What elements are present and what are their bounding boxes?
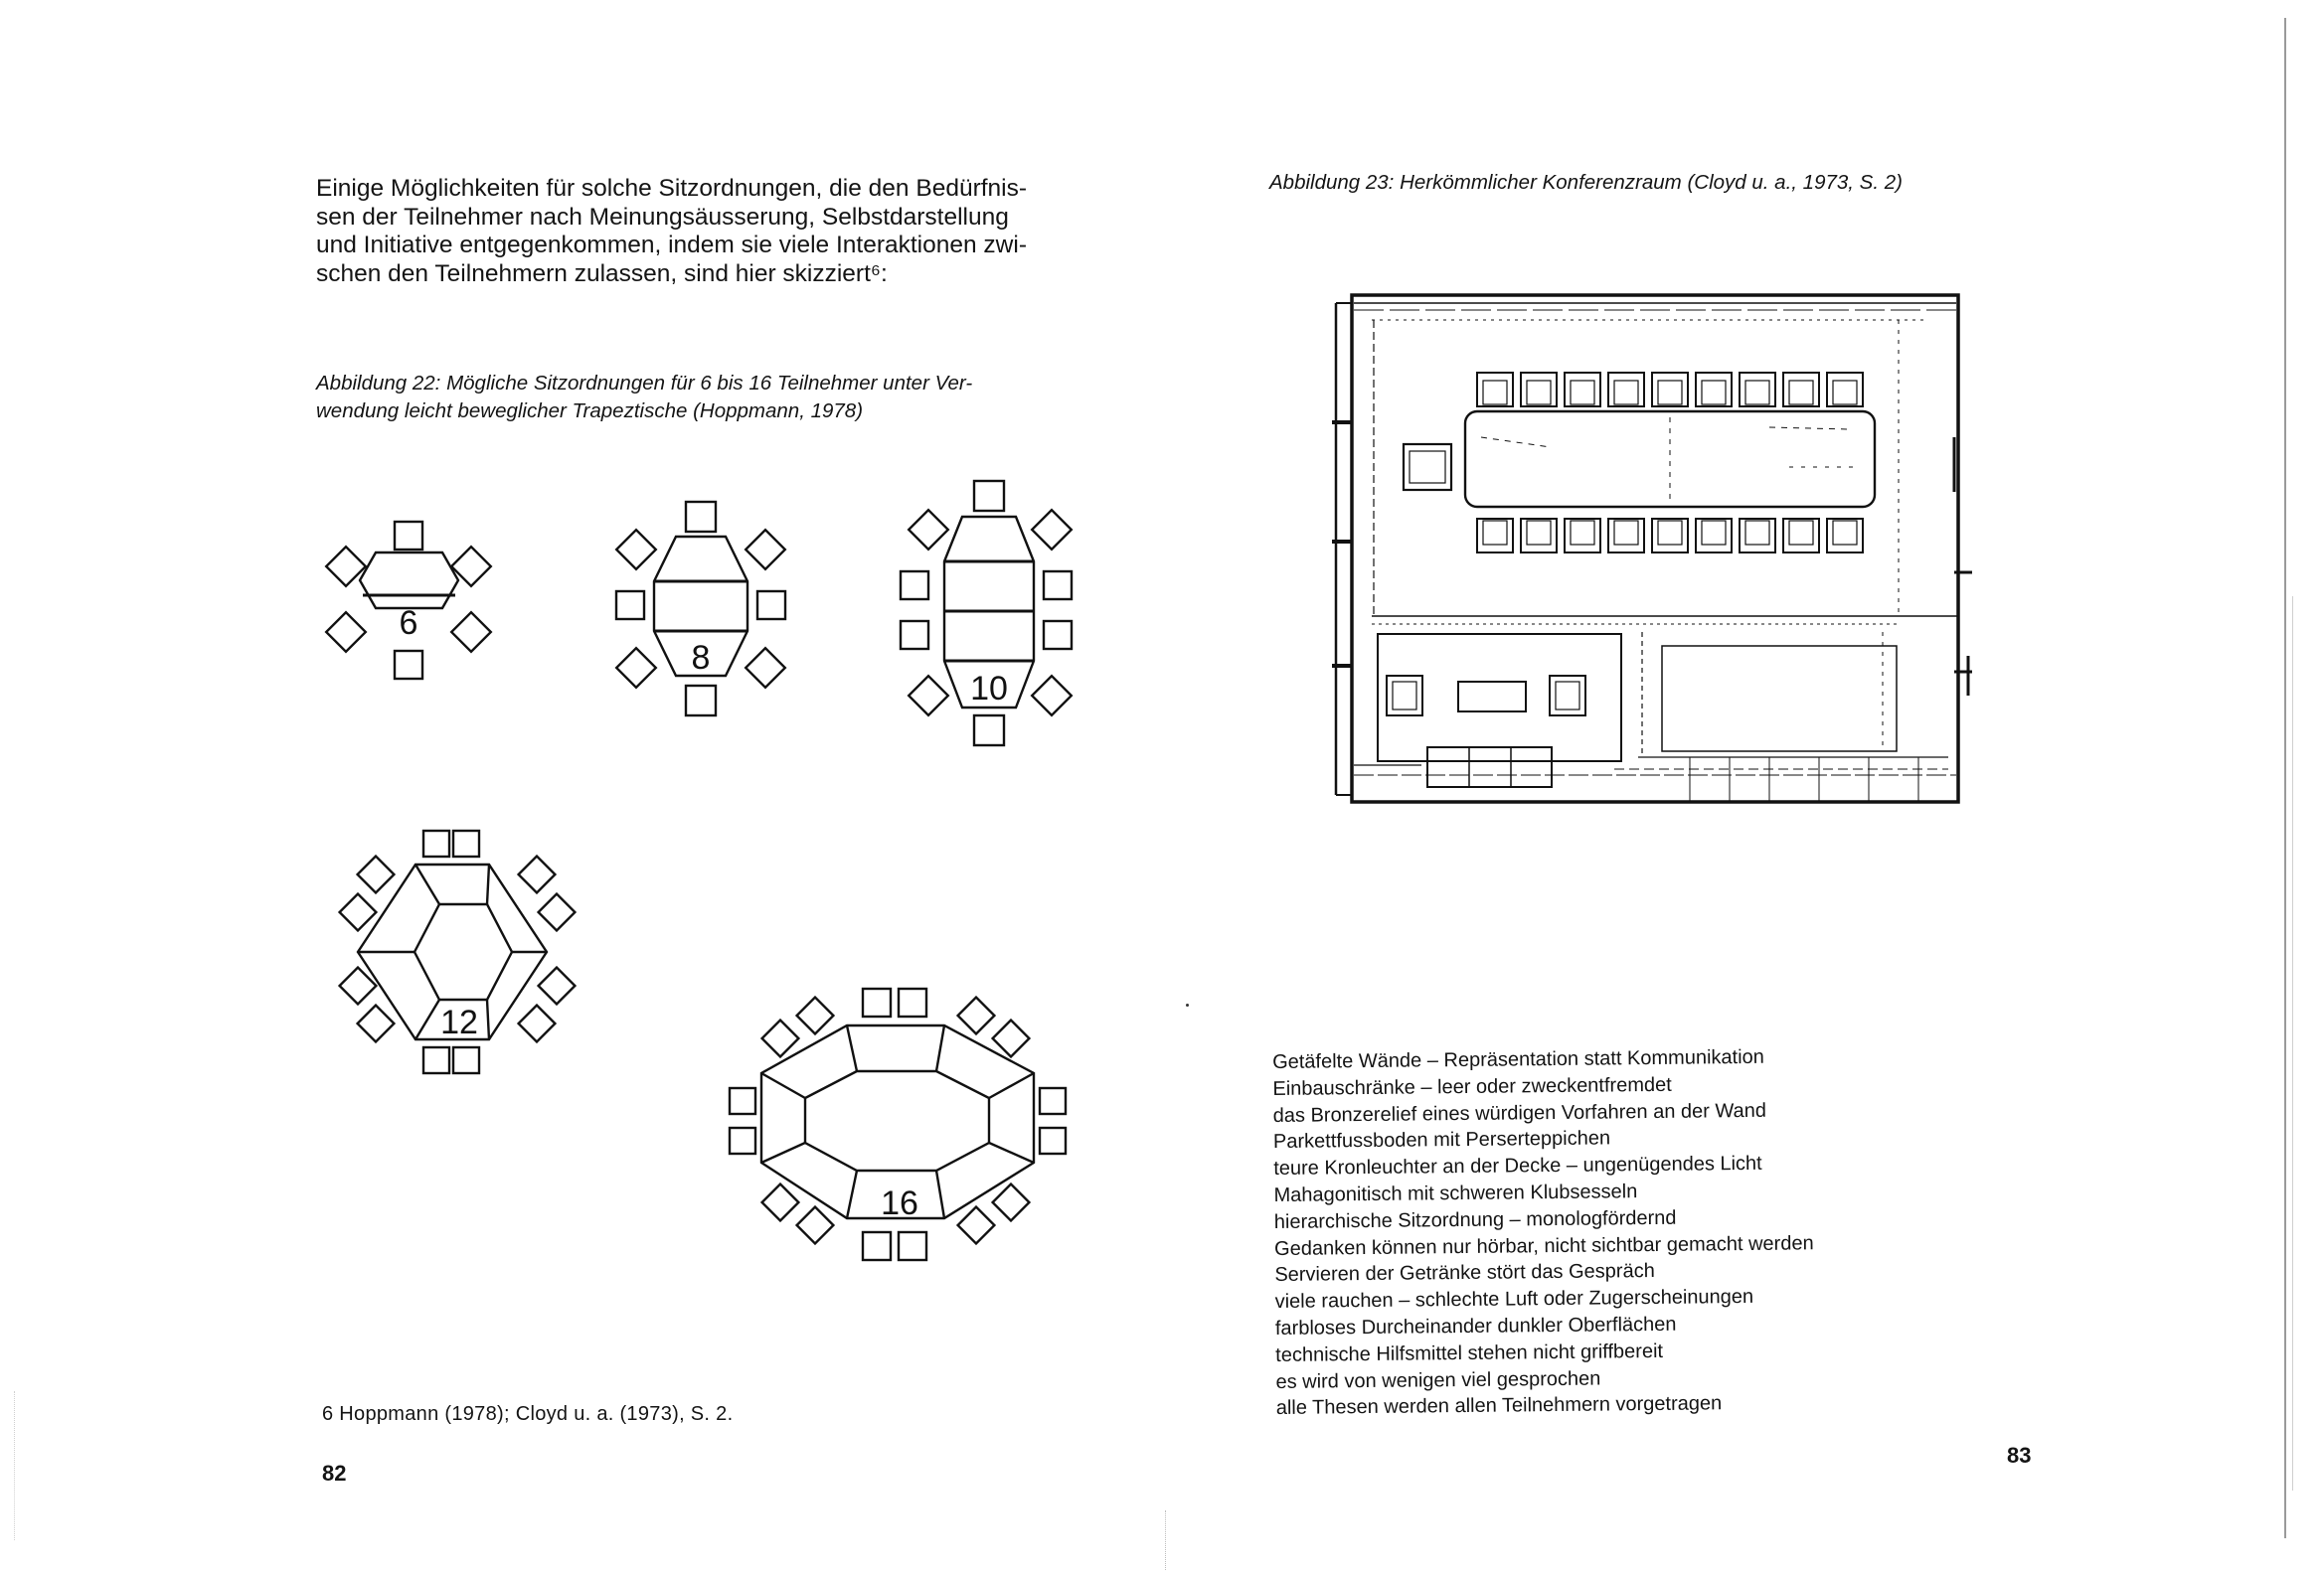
- chair-seat: [1789, 521, 1813, 545]
- seat-label-16: 16: [881, 1184, 918, 1222]
- list-item: Mahagonitisch mit schweren Klubsesseln: [1273, 1181, 1638, 1206]
- chair-seat: [1571, 381, 1594, 404]
- chair-seat: [1571, 521, 1594, 545]
- critique-list: [1272, 1042, 1972, 1422]
- chair-seat: [1658, 381, 1682, 404]
- intro-paragraph: [316, 175, 1089, 288]
- chair-seat: [1527, 381, 1551, 404]
- caption-line: wendung leicht beweglicher Trapeztische (Hoppmann, 1978): [316, 399, 864, 422]
- list-item: Gedanken können nur hörbar, nicht sichtbar gemacht werden: [1273, 1231, 1814, 1260]
- list-item: hierarchische Sitzordnung – monologfördernd: [1273, 1206, 1677, 1233]
- list-item: Parkettfussboden mit Perserteppichen: [1272, 1127, 1611, 1154]
- page-edge-line: [2284, 18, 2286, 1538]
- chair-seat: [1833, 521, 1857, 545]
- seat-label-6: 6: [399, 604, 418, 642]
- seat-label-8: 8: [691, 639, 711, 677]
- figure-23-caption: Abbildung 23: Herkömmlicher Konferenzraum (Cloyd u. a., 1973, S. 2): [1269, 171, 1903, 194]
- chair-seat: [1745, 521, 1769, 545]
- list-item: Einbauschränke – leer oder zweckentfremdet: [1272, 1073, 1672, 1100]
- seating-arrangement-8: [616, 502, 785, 715]
- gutter-marks: [1165, 1510, 1169, 1570]
- list-item: viele rauchen – schlechte Luft oder Zugerscheinungen: [1274, 1286, 1754, 1314]
- chair-seat: [1614, 521, 1638, 545]
- chair-seat: [1702, 381, 1726, 404]
- list-item: farbloses Durcheinander dunkler Oberflächen: [1274, 1313, 1677, 1340]
- intro-line: schen den Teilnehmern zulassen, sind hier skizziert⁶:: [316, 259, 888, 287]
- seat-label-12: 12: [440, 1004, 478, 1041]
- footnote: 6 Hoppmann (1978); Cloyd u. a. (1973), S. 2.: [322, 1403, 734, 1425]
- seat-label-10: 10: [970, 670, 1008, 708]
- conference-room-floor-plan: [1292, 283, 1988, 810]
- list-item: Servieren der Getränke stört das Gespräch: [1274, 1260, 1655, 1287]
- chair-seat: [1789, 381, 1813, 404]
- list-item: es wird von wenigen viel gesprochen: [1275, 1367, 1601, 1393]
- seating-arrangements-figure: [298, 467, 1113, 1292]
- caption-line: Abbildung 22: Mögliche Sitzordnungen für 6 bis 16 Teilnehmer unter Ver-: [316, 372, 973, 394]
- chair-seat: [1483, 521, 1507, 545]
- seating-arrangement-6: [326, 522, 491, 679]
- margin-marks: [14, 1391, 17, 1540]
- chair-seat: [1833, 381, 1857, 404]
- intro-line: und Initiative entgegenkommen, indem sie viele Interaktionen zwi-: [316, 232, 1027, 258]
- intro-line: sen der Teilnehmer nach Meinungsäusserung, Selbstdarstellung: [316, 203, 1009, 231]
- list-item: das Bronzerelief eines würdigen Vorfahren an der Wand: [1272, 1099, 1767, 1127]
- chair-seat: [1745, 381, 1769, 404]
- page-number-right: 83: [2007, 1443, 2032, 1468]
- chair-seat: [1527, 521, 1551, 545]
- chair-seat: [1702, 521, 1726, 545]
- chair-seat: [1658, 521, 1682, 545]
- page-number-left: 82: [322, 1461, 347, 1486]
- list-item: Getäfelte Wände – Repräsentation statt Kommunikation: [1272, 1045, 1764, 1073]
- scan-speck: [1186, 1004, 1189, 1007]
- chair-seat: [1483, 381, 1507, 404]
- intro-line: Einige Möglichkeiten für solche Sitzordnungen, die den Bedürfnis-: [316, 175, 1028, 202]
- list-item: alle Thesen werden allen Teilnehmern vorgetragen: [1275, 1392, 1723, 1420]
- list-item: technische Hilfsmittel stehen nicht griffbereit: [1275, 1340, 1664, 1366]
- list-item: teure Kronleuchter an der Decke – ungenügendes Licht: [1273, 1153, 1762, 1181]
- page-edge-line: [2292, 596, 2293, 1491]
- chair-seat: [1614, 381, 1638, 404]
- figure-22-caption: [316, 370, 1096, 425]
